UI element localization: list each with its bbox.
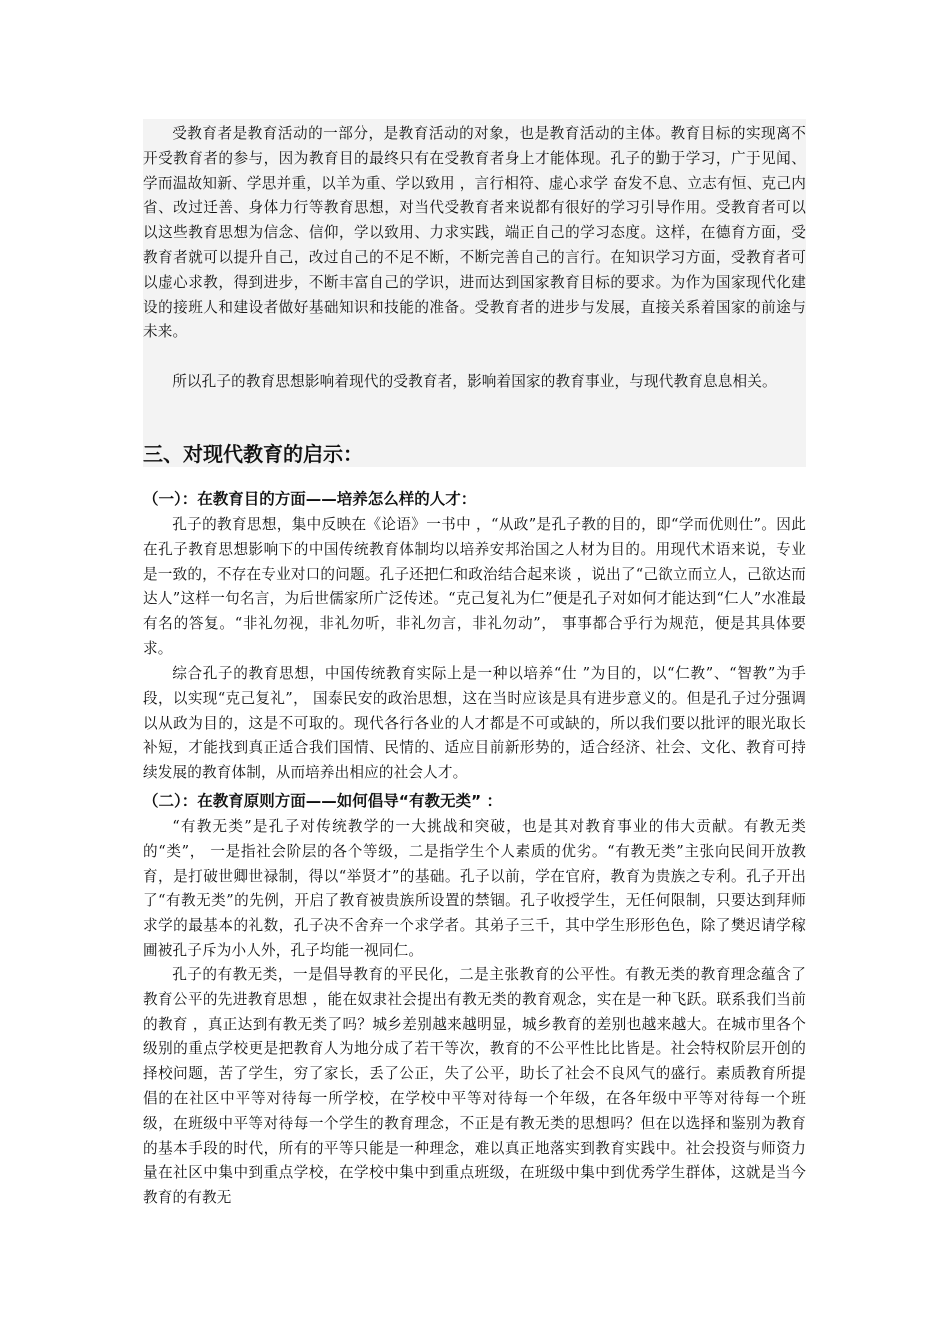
paragraph-learners: 受教育者是教育活动的一部分，是教育活动的对象，也是教育活动的主体。教育目标的实现离不开受教育者的参与，因为教育目的最终只有在受教育者身上才能体现。孔子的勤于学习，广于见闻、学而温故知新、学思并重，以羊为重、学以致用 ，言行相符、虚心求学 奋发不息、立志有恒、克己内省、改过迁善、身体力行等教育思想，对当代受教育者来说都有很好的学习引导作用。受教育者可以以这些教育思想为信念、信仰，学以致用、力求实践，端正自己的学习态度。这样，在德育方面，受教育者就可以提升自己，改过自己的不足不断，不断完善自己的言行。在知识学习方面，受教育者可以虚心求教，得到进步，不断丰富自己的学识，进而达到国家教育目标的要求。为作为国家现代化建设的接班人和建设者做好基础知识和技能的准备。受教育者的进步与发展，直接关系着国家的前途与未来。 [143, 125, 806, 341]
paragraph-purpose-2: 综合孔子的教育思想，中国传统教育实际上是一种以培养“仕 ”为目的，以“仁教”、“智教”为手段，以实现“克己复礼”， 国泰民安的政治思想，这在当时应该是具有进步意义的。但是孔子过分强调以从政为目的，这是不可取的。现代各行各业的人才都是不可或缺的，所以我们要以批评的眼光取长补短，才能找到真正适合我们国情、民情的、适应目前新形势的，适合经济、社会、文化、教育可持续发展的教育体制，从而培养出相应的社会人才。 [143, 665, 806, 782]
subsection-title-principle: （二）：在教育原则方面——如何倡导“有教无类” ： [143, 792, 503, 810]
section-title: 三、对现代教育的启示： [143, 442, 363, 466]
paragraph-conclusion: 所以孔子的教育思想影响着现代的受教育者，影响着国家的教育事业，与现代教育息息相关。 [172, 373, 777, 390]
paragraph-purpose-1: 孔子的教育思想，集中反映在《论语》一书中 ，“从政”是孔子教的目的，即“学而优则仕”。因此在孔子教育思想影响下的中国传统教育体制均以培养安邦治国之人材为目的。用现代术语来说，专业是一致的，不存在专业对口的问题。孔子还把仁和政治结合起来谈 ，说出了“己欲立而立人，己欲达而达人”这样一句名言，为后世儒家所广泛传述。“克己复礼为仁”便是孔子对如何才能达到“仁人”水准最有名的答复。“非礼勿视，非礼勿听，非礼勿言，非礼勿动”， 事事都合乎行为规范，便是其具体要求。 [143, 516, 806, 657]
paragraph-principle-2: 孔子的有教无类，一是倡导教育的平民化，二是主张教育的公平性。有教无类的教育理念蕴含了教育公平的先进教育思想 ，能在奴隶社会提出有教无类的教育观念，实在是一种飞跃。联系我们当前的教育 ，真正达到有教无类了吗？城乡差别越来越明显，城乡教育的差别也越来越大。在城市里各个级别的重点学校更是把教育人为地分成了若干等次，教育的不公平性比比皆是。社会特权阶层开创的择校问题，苦了学生，穷了家长，丢了公正，失了公平，助长了社会不良风气的盛行。素质教育所提倡的在社区中平等对待每一所学校，在学校中平等对待每一个年级，在各年级中平等对待每一个班级，在班级中平等对待每一个学生的教育理念，不正是有教无类的思想吗？但在以选择和鉴别为教育的基本手段的时代，所有的平等只能是一种理念，难以真正地落实到教育实践中。社会投资与师资力量在社区中集中到重点学校，在学校中集中到重点班级，在班级中集中到优秀学生群体，这就是当今教育的有教无 [143, 966, 806, 1207]
subsection-title-purpose: （一）：在教育目的方面——培养怎么样的人才： [143, 490, 477, 508]
paragraph-principle-1: “有教无类”是孔子对传统教学的一大挑战和突破，也是其对教育事业的伟大贡献。有教无类的“类”， 一是指社会阶层的各个等级，二是指学生个人素质的优劣。“有教无类”主张向民间开放教育，是打破世卿世禄制，得以“举贤才”的基础。孔子以前，学在官府，教育为贵族之专利。孔子开出了“有教无类”的先例，开启了教育被贵族所设置的禁锢。孔子收授学生，无任何限制，只要达到拜师求学的最基本的礼数，孔子决不舍弃一个求学者。其弟子三千，其中学生形形色色，除了樊迟请学稼圃被孔子斥为小人外，孔子均能一视同仁。 [143, 818, 806, 959]
